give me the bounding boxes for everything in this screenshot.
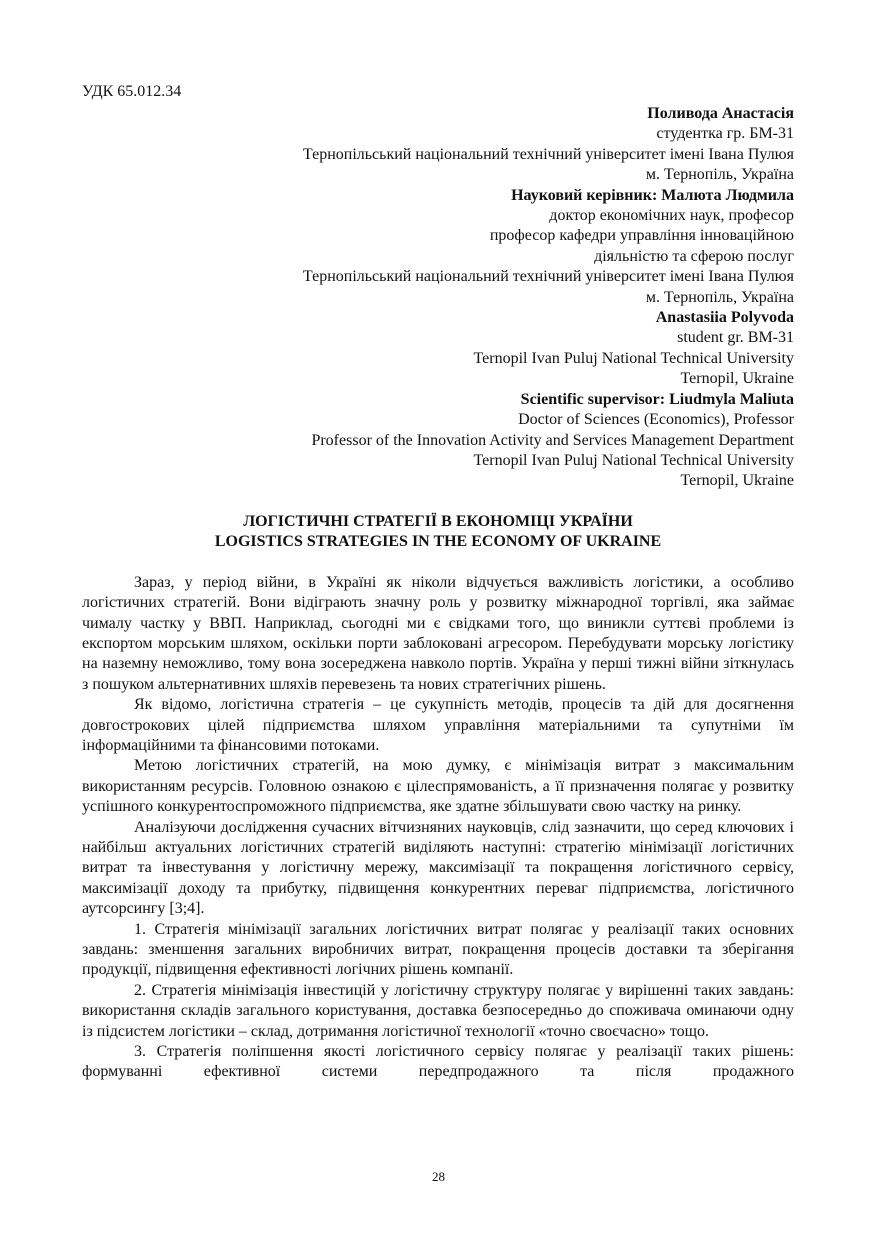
author-heading: Anastasiia Polyvoda: [655, 309, 794, 327]
author-detail-line: діяльністю та сферою послуг: [594, 247, 794, 265]
title-english: LOGISTICS STRATEGIES IN THE ECONOMY OF UKRAINE: [214, 533, 662, 551]
author-detail-line: Тернопільський національний технічний університет імені Івана Пулюя: [302, 145, 794, 163]
body-paragraph: Метою логістичних стратегій, на мою думку, є мінімізація витрат з максимальним використанням ресурсів. Головною ознакою є цілеспрямованість, а її призначення полягає у розвитку успішного конкурентоспроможного підприємства, яке здатне збільшувати свою частку на ринку.: [82, 757, 794, 816]
author-heading: Науковий керівник: Малюта Людмила: [511, 186, 794, 204]
author-detail-line: Doctor of Sciences (Economics), Professor: [518, 411, 794, 429]
author-detail-line: студентка гр. БМ-31: [656, 125, 794, 143]
author-heading: Scientific supervisor: Liudmyla Maliuta: [520, 390, 794, 408]
body-paragraph: Аналізуючи дослідження сучасних вітчизняних науковців, слід зазначити, що серед ключових і найбільш актуальних логістичних стратегій виділяють наступні: стратегію мінімізації логістичних витрат та інвестування у логістичну мережу, максимізації та покращення логістичного сервісу, максимізації доходу та прибутку, підвищення конкурентних переваг підприємства, логістичного аутсорсингу [3;4].: [82, 818, 794, 918]
body-paragraph: Зараз, у період війни, в Україні як ніколи відчується важливість логістики, а особливо логістичних стратегій. Вони відіграють значну роль у розвитку міжнародної торгівлі, яка займає чималу частку у ВВП. Наприклад, сьогодні ми є свідками того, що виникли суттєві проблеми із експортом морським шляхом, оскільки порти заблоковані агресором. Перебудувати морську логістику на наземну неможливо, тому вона зосереджена навколо портів. Україна у перші тижні війни зіткнулась з пошуком альтернативних шляхів перевезень та нових стратегічних рішень.: [82, 573, 794, 693]
author-block: [82, 104, 794, 492]
author-detail-line: Professor of the Innovation Activity and Services Management Department: [311, 431, 794, 449]
author-detail-line: доктор економічних наук, професор: [549, 207, 794, 225]
body-paragraph: 3. Стратегія поліпшення якості логістичного сервісу полягає у реалізації таких рішень: формуванні ефективної системи передпродажного та після продажного: [82, 1043, 794, 1081]
body-paragraph: Як відомо, логістична стратегія – це сукупність методів, процесів та дій для досягнення довгострокових цілей підприємства шляхом управління матеріальними та супутніми їм інформаційними та фінансовими потоками.: [82, 696, 794, 754]
article-title: [82, 512, 794, 553]
author-detail-line: м. Тернопіль, Україна: [645, 166, 794, 184]
udk-code: УДК 65.012.34: [82, 83, 182, 100]
author-detail-line: Ternopil Ivan Puluj National Technical University: [473, 349, 794, 367]
author-detail-line: професор кафедри управління інноваційною: [489, 227, 794, 245]
author-detail-line: student gr. BM-31: [677, 329, 794, 347]
body-paragraph: 1. Стратегія мінімізації загальних логістичних витрат полягає у реалізації таких основних завдань: зменшення загальних виробничих витрат, покращення процесів доставки та зберігання продукції, підвищення ефективності логічних рішень компанії.: [82, 920, 794, 979]
page-number: 28: [432, 1169, 445, 1184]
author-detail-line: Тернопільський національний технічний університет імені Івана Пулюя: [302, 268, 794, 286]
author-detail-line: Ternopil Ivan Puluj National Technical University: [473, 451, 794, 469]
author-detail-line: м. Тернопіль, Україна: [645, 288, 794, 306]
body-paragraph: 2. Стратегія мінімізація інвестицій у логістичну структуру полягає у вирішенні таких завдань: використання складів загального користування, доставка безпосередньо до споживача оминаючи одну із підсистем логістики – склад, дотримання логістичної технології «точно своєчасно» тощо.: [82, 981, 794, 1040]
title-ukrainian: ЛОГІСТИЧНІ СТРАТЕГІЇ В ЕКОНОМІЦІ УКРАЇНИ: [243, 512, 633, 530]
author-detail-line: Ternopil, Ukraine: [680, 472, 794, 490]
author-detail-line: Ternopil, Ukraine: [680, 370, 794, 388]
article-body: [82, 573, 794, 1083]
author-heading: Поливода Анастасія: [647, 105, 794, 122]
document-page: [82, 82, 794, 1083]
